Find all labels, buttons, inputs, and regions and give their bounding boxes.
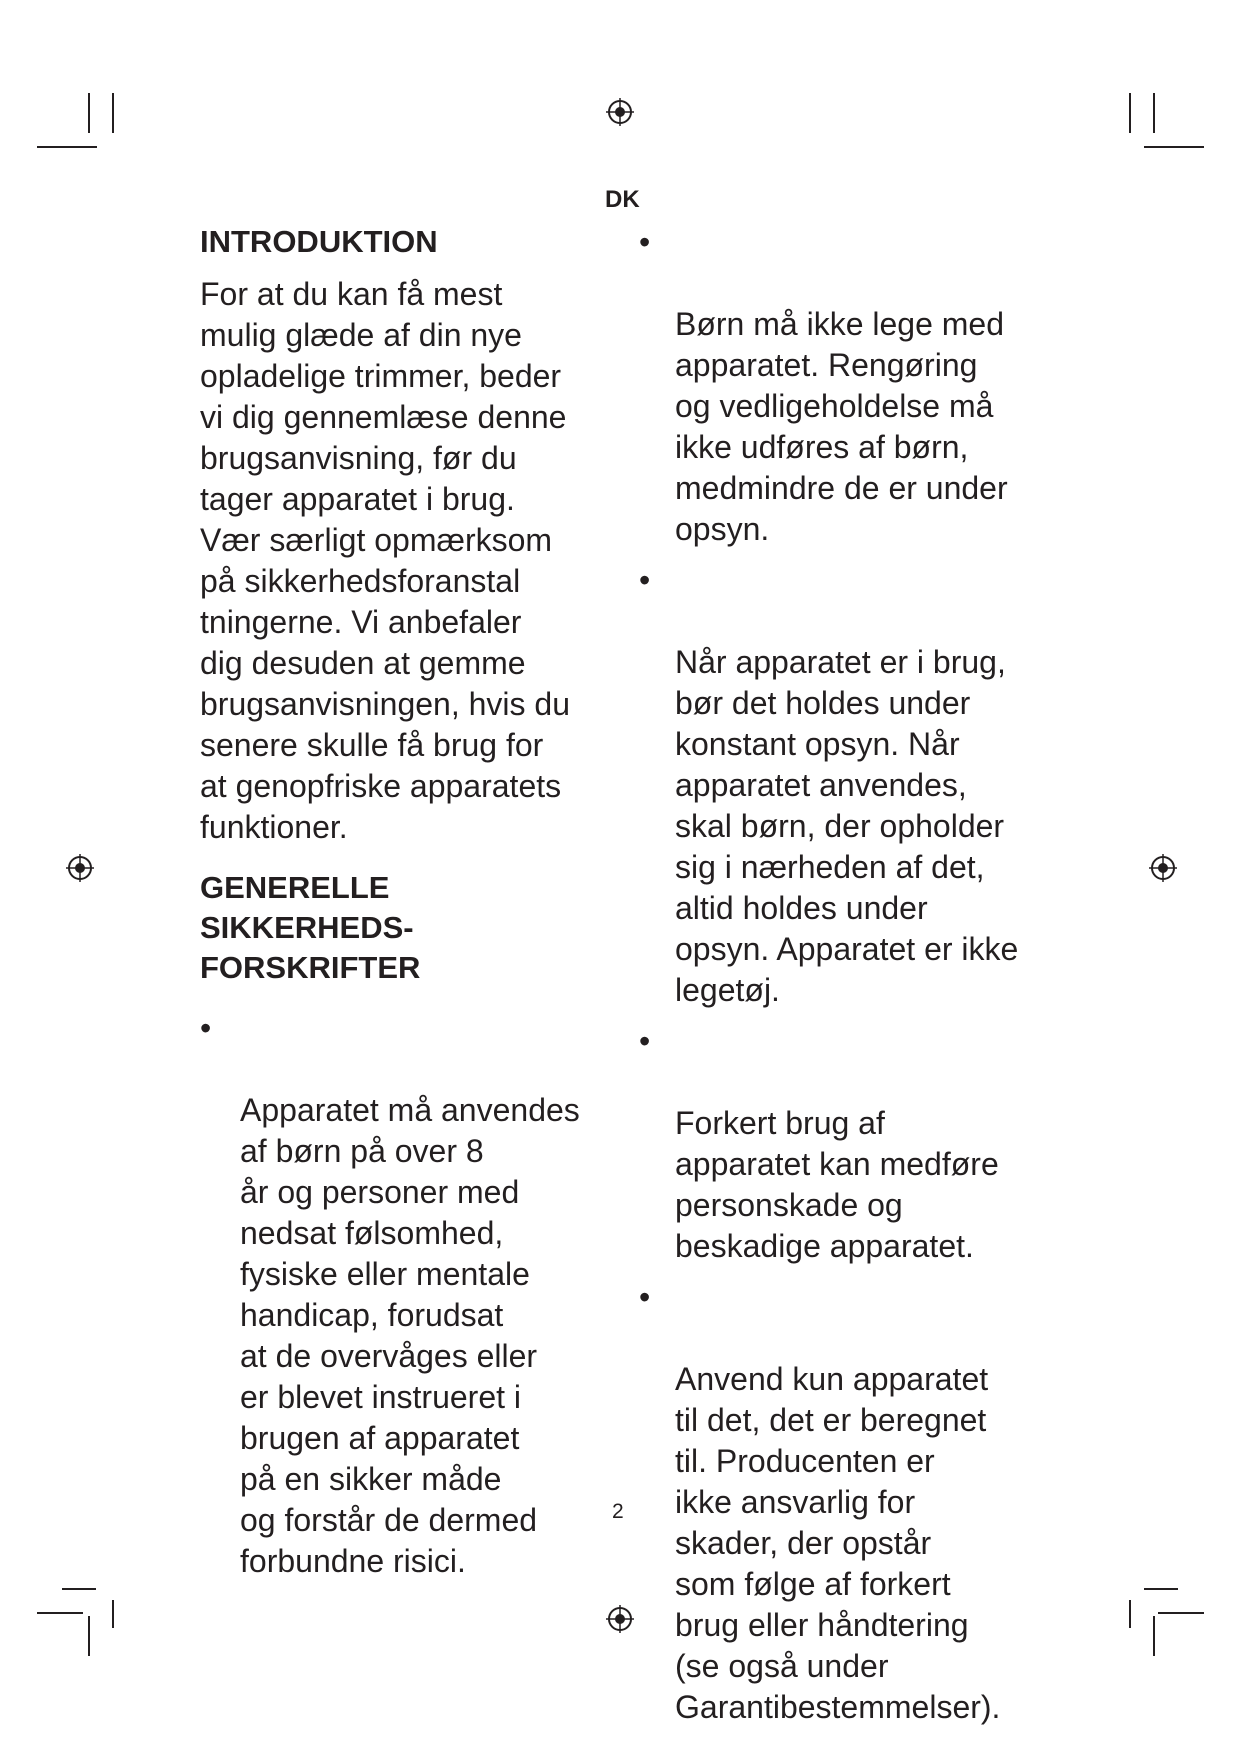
bullet-icon: • (200, 1010, 212, 1046)
list-item (200, 1008, 620, 1582)
list-item (625, 1277, 1065, 1728)
right-column (625, 222, 1065, 1738)
list-item (625, 1021, 1065, 1267)
crop-mark (1153, 93, 1155, 133)
bullet-icon: • (639, 1279, 651, 1315)
crop-mark (112, 93, 114, 133)
list-item-text: Når apparatet er i brug, bør det holdes under konstant opsyn. Når apparatet anvendes, skal børn, der opholder sig i nærheden af det, altid holdes under opsyn. Apparatet er ikke legetøj. (675, 644, 1019, 1008)
crop-mark (37, 1612, 83, 1614)
crop-mark (1153, 1616, 1155, 1656)
safety-heading: GENERELLE SIKKERHEDS- FORSKRIFTER (200, 870, 421, 985)
crop-mark (112, 1600, 114, 1628)
crop-mark (1129, 1600, 1131, 1628)
registration-target-icon (605, 97, 635, 127)
crop-mark (1129, 93, 1131, 133)
language-code: DK (605, 186, 640, 213)
list-item (625, 222, 1065, 550)
crop-mark (1158, 1612, 1204, 1614)
list-item-text: Forkert brug af apparatet kan medføre personskade og beskadige apparatet. (675, 1105, 999, 1264)
bullet-icon: • (639, 1023, 651, 1059)
list-item (625, 560, 1065, 1011)
list-item-text: Apparatet må anvendes af børn på over 8 år og personer med nedsat følsomhed, fysiske eller mentale handicap, forudsat at de overvåges eller er blevet instrueret i brugen af apparatet på en sikker måde og forstår de dermed forbundne risici. (240, 1092, 580, 1579)
crop-mark (88, 1616, 90, 1656)
bullet-icon: • (639, 224, 651, 260)
crop-mark (1144, 146, 1204, 148)
registration-target-icon (1148, 853, 1178, 883)
list-item-text: Anvend kun apparatet til det, det er beregnet til. Producenten er ikke ansvarlig for skader, der opstår som følge af forkert brug eller håndtering (se også under Garantibestemmelser). (675, 1361, 1001, 1725)
left-column (200, 222, 620, 1592)
bullet-icon: • (639, 562, 651, 598)
crop-mark (1144, 1588, 1178, 1590)
intro-text: For at du kan få mest mulig glæde af din nye opladelige trimmer, beder vi dig gennemlæse denne brugsanvisning, før du tager apparatet i brug. Vær særligt opmærksom på sikkerhedsforanstal tningerne. Vi anbefaler dig desuden at gemme brugsanvisningen, hvis du senere skulle få brug for at genopfriske apparatets funktioner. (200, 276, 571, 845)
crop-mark (62, 1588, 96, 1590)
page-number: 2 (612, 1500, 624, 1523)
intro-heading: INTRODUKTION (200, 224, 438, 259)
crop-mark (37, 146, 97, 148)
registration-target-icon (65, 853, 95, 883)
crop-mark (88, 93, 90, 133)
list-item-text: Børn må ikke lege med apparatet. Rengøring og vedligeholdelse må ikke udføres af børn, medmindre de er under opsyn. (675, 306, 1008, 547)
